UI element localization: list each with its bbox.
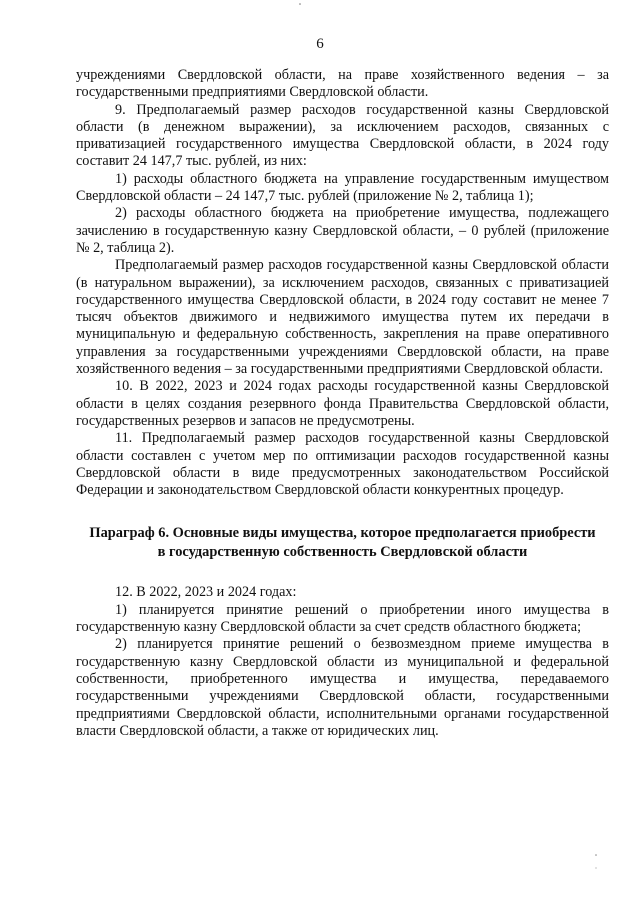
section-heading (76, 524, 609, 562)
page-number: 6 (316, 36, 324, 52)
heading-line-1: Параграф 6. Основные виды имущества, которое предполагается приобрести (89, 525, 596, 542)
section-paragraphs-top (76, 67, 609, 499)
paragraph: 2) планируется принятие решений о безвозмездном приеме имущества в государственную казну Свердловской области из муниципальной и федеральной собственности, приобретенного имущества и имущества, передаваемого государственными учреждениями Свердловской области, государственными предприятиями Свердловской области, исполнительными органами государственной власти Свердловской области, а также от юридических лиц. (76, 636, 609, 739)
document-body (76, 67, 609, 740)
paragraph: 10. В 2022, 2023 и 2024 годах расходы государственной казны Свердловской области в целях создания резервного фонда Правительства Свердловской области, государственных резервов и запасов не предусмотрены. (76, 378, 609, 429)
paragraph: 2) расходы областного бюджета на приобретение имущества, подлежащего зачислению в государственную казну Свердловской области, – 0 рублей (приложение № 2, таблица 2). (76, 205, 609, 256)
heading-line-2: в государственную собственность Свердловской области (157, 544, 528, 561)
paragraph: 9. Предполагаемый размер расходов государственной казны Свердловской области (в денежном выражении), за исключением расходов, связанных с приватизацией государственного имущества Свердловской области, в 2024 году составит 24 147,7 тыс. рублей, из них: (76, 101, 609, 170)
paragraph: 1) планируется принятие решений о приобретении иного имущества в государственную казну Свердловской области за счет средств областного бюджета; (76, 601, 609, 636)
paragraph: 11. Предполагаемый размер расходов государственной казны Свердловской области составлен с учетом мер по оптимизации расходов государственной казны Свердловской области в виде предусмотренных законодательством Российской Федерации и законодательством Свердловской области конкурентных процедур. (76, 430, 609, 499)
paragraph: Предполагаемый размер расходов государственной казны Свердловской области (в натуральном выражении), за исключением расходов, связанных с приватизацией государственного имущества Свердловской области, в 2024 году составит не менее 7 тысяч объектов движимого и недвижимого имущества путем их передачи в муниципальную и федеральную собственность, закрепления на праве оперативного управления за государственными учреждениями Свердловской области, на праве хозяйственного ведения – за государственными предприятиями Свердловской области. (76, 257, 609, 378)
paragraph: учреждениями Свердловской области, на праве хозяйственного ведения – за государственными предприятиями Свердловской области. (76, 67, 609, 101)
section-paragraphs-bottom (76, 584, 609, 740)
paragraph: 12. В 2022, 2023 и 2024 годах: (115, 584, 297, 601)
paragraph: 1) расходы областного бюджета на управление государственным имуществом Свердловской области – 24 147,7 тыс. рублей (приложение № 2, таблица 1); (76, 170, 609, 205)
